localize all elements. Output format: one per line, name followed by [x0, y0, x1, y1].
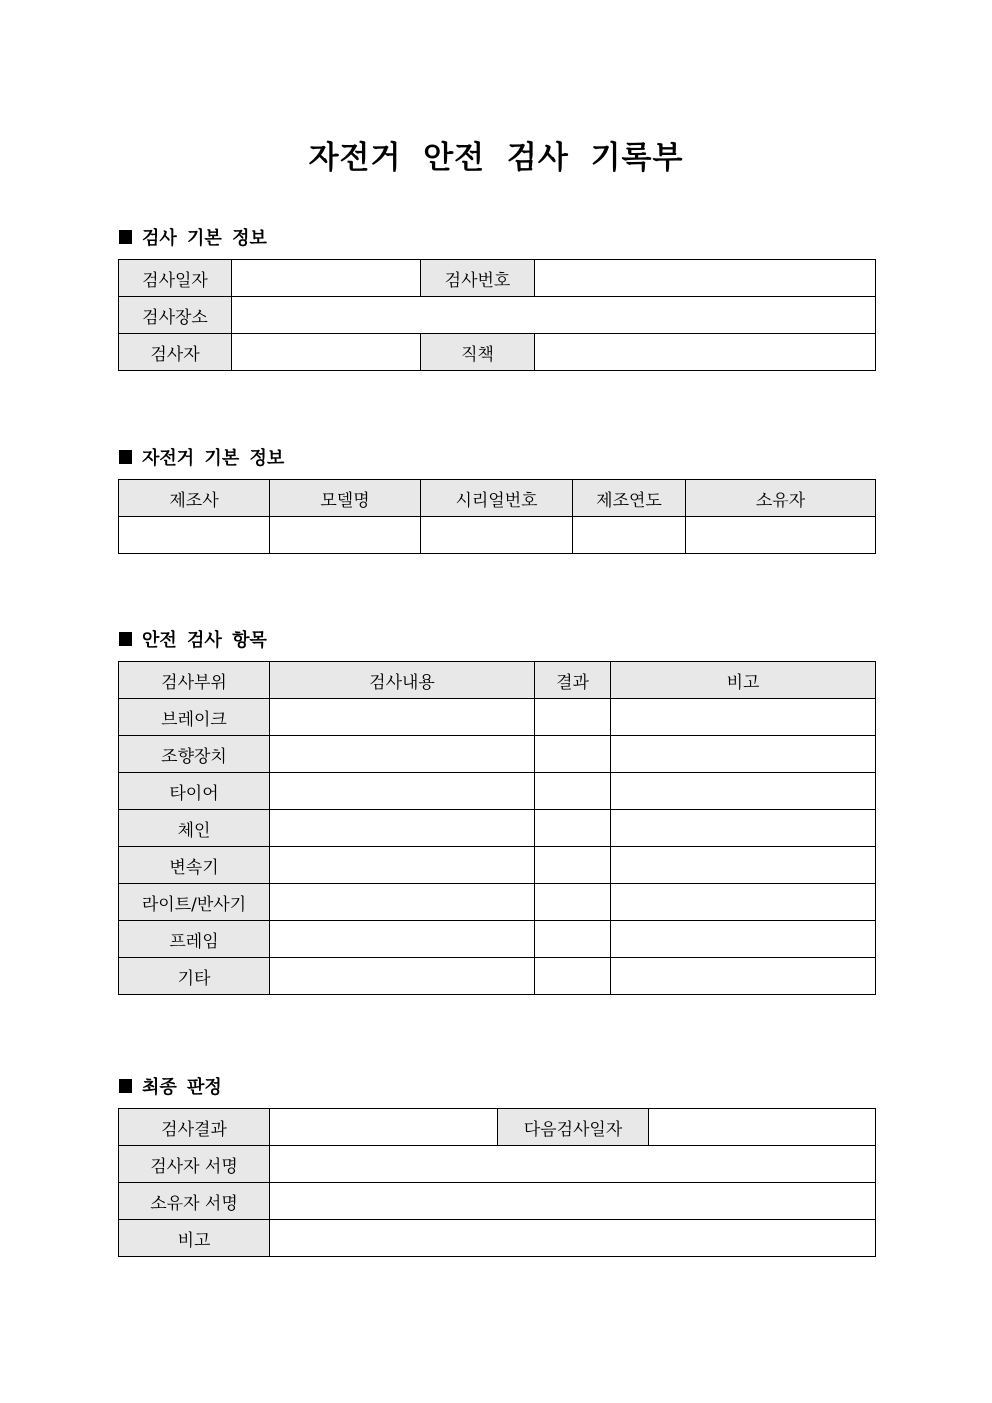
note-field[interactable]: [611, 921, 876, 958]
header-manufacturer: 제조사: [119, 480, 270, 517]
header-model: 모델명: [270, 480, 421, 517]
table-row: [119, 884, 876, 921]
table-row: [119, 958, 876, 995]
part-label: 라이트/반사기: [119, 884, 270, 921]
safety-items-table: [118, 661, 876, 995]
label-date: 검사일자: [119, 260, 232, 297]
label-inspector-sign: 검사자 서명: [119, 1146, 270, 1183]
header-serial: 시리얼번호: [421, 480, 573, 517]
part-label: 프레임: [119, 921, 270, 958]
field-inspector-sign[interactable]: [270, 1146, 876, 1183]
field-serial[interactable]: [421, 517, 573, 554]
field-manufacturer[interactable]: [119, 517, 270, 554]
section-heading-text: 최종 판정: [142, 1077, 222, 1098]
label-position: 직책: [421, 334, 535, 371]
part-label: 타이어: [119, 773, 270, 810]
field-date[interactable]: [232, 260, 421, 297]
content-field[interactable]: [270, 921, 535, 958]
table-row: [119, 736, 876, 773]
table-row: [119, 810, 876, 847]
header-note: 비고: [611, 662, 876, 699]
bicycle-info-table: [118, 479, 876, 554]
result-field[interactable]: [535, 773, 611, 810]
content-field[interactable]: [270, 736, 535, 773]
result-field[interactable]: [535, 810, 611, 847]
label-owner-sign: 소유자 서명: [119, 1183, 270, 1220]
section-heading-basic-info: [119, 224, 267, 250]
result-field[interactable]: [535, 921, 611, 958]
content-field[interactable]: [270, 699, 535, 736]
section-heading-text: 안전 검사 항목: [142, 630, 267, 651]
table-row: [119, 921, 876, 958]
document-title: 자전거 안전 검사 기록부: [308, 140, 684, 176]
result-field[interactable]: [535, 699, 611, 736]
field-position[interactable]: [535, 334, 876, 371]
header-content: 검사내용: [270, 662, 535, 699]
field-model[interactable]: [270, 517, 421, 554]
note-field[interactable]: [611, 773, 876, 810]
field-inspector[interactable]: [232, 334, 421, 371]
result-field[interactable]: [535, 736, 611, 773]
content-field[interactable]: [270, 810, 535, 847]
label-place: 검사장소: [119, 297, 232, 334]
content-field[interactable]: [270, 773, 535, 810]
field-owner[interactable]: [686, 517, 876, 554]
basic-info-table: [118, 259, 876, 371]
table-row: [119, 773, 876, 810]
field-owner-sign[interactable]: [270, 1183, 876, 1220]
note-field[interactable]: [611, 699, 876, 736]
part-label: 조향장치: [119, 736, 270, 773]
note-field[interactable]: [611, 736, 876, 773]
field-note[interactable]: [270, 1220, 876, 1257]
label-inspector: 검사자: [119, 334, 232, 371]
result-field[interactable]: [535, 958, 611, 995]
header-result: 결과: [535, 662, 611, 699]
header-owner: 소유자: [686, 480, 876, 517]
field-next-date[interactable]: [649, 1109, 876, 1146]
note-field[interactable]: [611, 810, 876, 847]
label-note: 비고: [119, 1220, 270, 1257]
part-label: 브레이크: [119, 699, 270, 736]
section-heading-text: 자전거 기본 정보: [142, 448, 285, 469]
field-year[interactable]: [573, 517, 686, 554]
section-heading-final: [119, 1073, 222, 1099]
content-field[interactable]: [270, 884, 535, 921]
result-field[interactable]: [535, 884, 611, 921]
field-place[interactable]: [232, 297, 876, 334]
field-number[interactable]: [535, 260, 876, 297]
table-row: [119, 699, 876, 736]
content-field[interactable]: [270, 847, 535, 884]
label-result: 검사결과: [119, 1109, 270, 1146]
square-bullet-icon: [119, 1079, 132, 1093]
label-next-date: 다음검사일자: [498, 1109, 649, 1146]
square-bullet-icon: [119, 632, 132, 646]
section-heading-bicycle-info: [119, 444, 284, 470]
note-field[interactable]: [611, 884, 876, 921]
square-bullet-icon: [119, 450, 132, 464]
note-field[interactable]: [611, 958, 876, 995]
field-result[interactable]: [270, 1109, 498, 1146]
result-field[interactable]: [535, 847, 611, 884]
header-part: 검사부위: [119, 662, 270, 699]
part-label: 체인: [119, 810, 270, 847]
section-heading-text: 검사 기본 정보: [142, 228, 267, 249]
final-judgement-table: [118, 1108, 876, 1257]
section-heading-safety-items: [119, 626, 267, 652]
square-bullet-icon: [119, 230, 132, 244]
note-field[interactable]: [611, 847, 876, 884]
part-label: 변속기: [119, 847, 270, 884]
header-year: 제조연도: [573, 480, 686, 517]
table-row: [119, 847, 876, 884]
content-field[interactable]: [270, 958, 535, 995]
part-label: 기타: [119, 958, 270, 995]
label-number: 검사번호: [421, 260, 535, 297]
